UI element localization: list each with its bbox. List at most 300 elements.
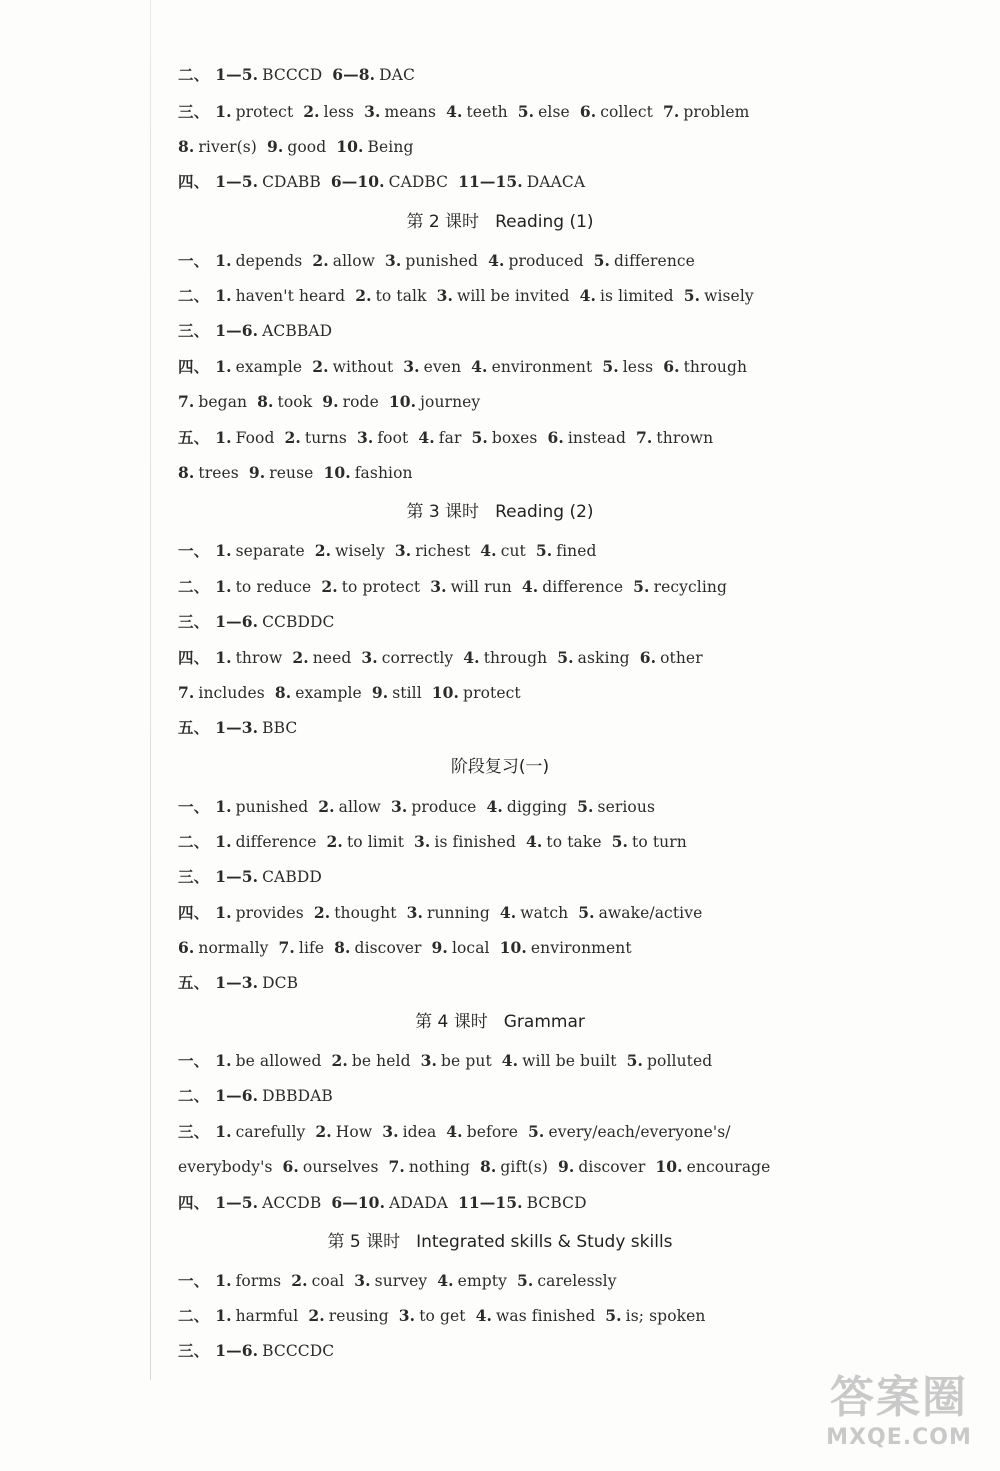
answer-text: haven't heard [235,287,346,305]
answer-item [215,1052,321,1070]
answer-text: difference [614,252,695,270]
answer-text: discover [578,1158,646,1176]
question-group-label: 四、 [178,357,210,376]
answer-text: less [622,358,654,376]
answer-item [547,429,626,447]
answer-number: 2. [303,102,320,121]
answer-item [215,904,304,922]
answer-text: through [483,649,548,667]
answer-item [215,1307,298,1325]
answer-text: depends [235,252,303,270]
answer-number: 3. [406,903,423,922]
answer-item [471,429,537,447]
answer-text: wisely [335,542,385,560]
answer-line [178,1341,344,1361]
answer-number: 2. [355,286,372,305]
answer-line [178,648,713,668]
answer-text: trees [198,464,239,482]
answer-item [327,833,404,851]
answer-number: 4. [488,251,505,270]
answer-number: 2. [313,903,331,922]
answer-item [361,649,453,667]
answer-number: 2. [312,357,329,376]
answer-number: 2. [312,251,329,270]
answer-number: 2. [292,648,309,667]
answer-text: How [335,1123,373,1141]
answer-number: 7. [636,428,653,447]
answer-item [518,103,570,121]
answer-item [312,358,393,376]
answer-item [502,1052,617,1070]
answer-number: 9. [557,1157,575,1176]
answer-text: teeth [466,103,508,121]
answer-item [215,358,302,376]
answer-text: BCCCDC [262,1342,335,1360]
answer-number: 1—5. [215,867,259,886]
answer-number: 8. [257,392,274,411]
answer-number: 2. [308,1306,325,1325]
answer-number: 1. [215,1122,232,1141]
answer-text: to take [546,833,602,851]
answer-item [391,798,477,816]
answer-number: 1. [215,1051,232,1070]
answer-text: else [538,103,570,121]
answer-item [355,287,426,305]
answer-number: 10. [499,938,527,957]
answer-text: took [277,393,313,411]
answer-number: 5. [528,1122,545,1141]
answer-number: 9. [431,938,448,957]
answer-text: example [235,358,303,376]
answer-item [331,1194,448,1212]
answer-item [458,173,585,191]
answer-item [215,287,345,305]
answer-item [382,1123,436,1141]
section-heading-cn: 第 2 课时 [406,212,480,232]
answer-line [178,463,423,483]
answer-item [605,1307,705,1325]
answer-item [517,1272,617,1290]
answer-text: far [438,429,462,447]
answer-text: running [426,904,490,922]
answer-text: forms [235,1272,282,1290]
question-group-label: 三、 [178,1341,210,1360]
answer-text: carelessly [537,1272,617,1290]
question-group-label: 四、 [178,172,210,191]
answer-text: local [451,939,490,957]
answer-text: collect [600,103,653,121]
section-heading-cn: 阶段复习(一) [450,757,550,777]
answer-text: ACBBAD [262,322,333,340]
answer-text: need [312,649,352,667]
answer-text: encourage [686,1158,771,1176]
answer-text: ADADA [389,1194,449,1212]
answer-item [446,1123,518,1141]
answer-number: 6—8. [332,65,376,84]
answer-number: 1—6. [215,321,259,340]
answer-number: 1—6. [215,1086,259,1105]
answer-text: Food [235,429,275,447]
question-group-label: 三、 [178,612,210,631]
answer-text: journey [420,393,481,411]
answer-text: every/each/everyone's/ [548,1123,731,1141]
answer-text: to limit [346,833,405,851]
answer-number: 3. [398,1306,416,1325]
section-heading-en: Reading (2) [495,502,594,522]
answer-line [178,612,345,632]
answer-line [178,903,712,923]
answer-item [437,1272,507,1290]
answer-number: 1—5. [215,172,259,191]
answer-item [580,287,674,305]
answer-line [178,973,308,993]
answer-line [178,938,642,958]
answer-number: 10. [388,392,417,411]
answer-line [178,867,332,887]
answer-item [315,1123,372,1141]
answer-number: 3. [354,1271,371,1290]
section-heading [0,501,1000,523]
question-group-label: 四、 [178,1193,210,1212]
answer-item [215,613,334,631]
answer-number: 2. [318,797,335,816]
answer-text: still [392,684,422,702]
answer-text: cut [500,542,526,560]
answer-text: even [423,358,462,376]
answer-number: 10. [323,463,351,482]
answer-number: 1. [215,428,232,447]
answer-number: 6—10. [331,1193,386,1212]
answer-text: be allowed [235,1052,322,1070]
answer-item [480,1158,548,1176]
answer-text: correctly [381,649,454,667]
answer-number: 7. [278,938,295,957]
answer-number: 2. [321,577,338,596]
answer-line [178,1157,780,1177]
answer-number: 2. [331,1051,348,1070]
section-heading [0,211,1000,233]
answer-number: 4. [521,577,539,596]
question-group-label: 二、 [178,832,210,851]
answer-text: difference [235,833,317,851]
answer-item [389,1158,470,1176]
answer-number: 1—6. [215,612,259,631]
answer-text: allow [332,252,375,270]
answer-text: watch [520,904,569,922]
answer-item [471,358,592,376]
question-group-label: 三、 [178,867,210,886]
answer-item [627,1052,713,1070]
answer-item [249,464,314,482]
answer-text: idea [402,1123,437,1141]
answer-number: 2. [326,832,343,851]
answer-item [215,66,322,84]
answer-text: punished [235,798,309,816]
answer-item [354,1272,427,1290]
watermark-logo [804,1371,994,1467]
answer-number: 4. [579,286,596,305]
question-group-label: 一、 [178,797,210,816]
answer-item [178,393,247,411]
answer-line [178,357,757,377]
section-heading [0,1011,1000,1033]
answer-text: asking [577,649,630,667]
answer-text: fashion [354,464,413,482]
answer-text: boxes [491,429,538,447]
answer-text: to get [419,1307,466,1325]
question-group-label: 二、 [178,577,210,596]
answer-item [446,103,508,121]
answer-number: 8. [334,938,351,957]
answer-item [528,1123,731,1141]
answer-item [331,173,448,191]
question-group-label: 一、 [178,251,210,270]
answer-item [414,833,516,851]
answer-text: coal [311,1272,345,1290]
answer-number: 1—3. [215,973,259,992]
margin-line [150,0,151,1380]
answer-item [332,66,415,84]
answer-line [178,797,665,817]
answer-item [312,252,375,270]
answer-item [407,904,490,922]
answer-item [336,138,413,156]
answer-number: 4. [526,832,543,851]
answer-number: 4. [446,102,463,121]
answer-number: 8. [178,137,195,156]
answer-item [395,542,470,560]
question-group-label: 五、 [178,973,210,992]
answer-text: thought [334,904,397,922]
answer-number: 8. [178,463,195,482]
section-heading [0,1231,1000,1253]
answer-number: 6. [282,1157,299,1176]
answer-item [215,542,305,560]
answer-number: 4. [480,541,497,560]
question-group-label: 五、 [178,718,210,737]
answer-line [178,286,764,306]
answer-text: was finished [496,1307,596,1325]
answer-item [215,719,297,737]
answer-item [684,287,754,305]
answer-text: problem [683,103,750,121]
answer-text: DAC [379,66,415,84]
answer-item [215,429,274,447]
answer-number: 1—5. [215,65,259,84]
answer-item [430,578,512,596]
answer-number: 5. [602,357,619,376]
answer-number: 1. [215,286,232,305]
answer-number: 4. [486,797,503,816]
answer-number: 1. [215,577,232,596]
answer-text: is finished [434,833,517,851]
answer-line [178,102,759,122]
answer-item [500,939,632,957]
answer-text: environment [530,939,632,957]
answer-item [257,393,312,411]
answer-number: 2. [284,428,301,447]
answer-number: 7. [178,683,195,702]
question-group-label: 五、 [178,428,210,447]
answer-number: 9. [371,683,389,702]
answer-number: 2. [314,541,332,560]
question-group-label: 二、 [178,1306,210,1325]
answer-item [178,684,265,702]
answer-item [318,798,381,816]
answer-text: recycling [653,578,727,596]
answer-number: 11—15. [458,1193,523,1212]
answer-item [385,252,478,270]
question-group-label: 三、 [178,102,210,121]
answer-text: CABDD [262,868,322,886]
answer-item [558,1158,645,1176]
answer-item [636,429,713,447]
answer-item [372,684,422,702]
answer-text: DCB [262,974,299,992]
answer-line [178,65,425,85]
answer-item [178,464,239,482]
question-group-label: 一、 [178,1051,210,1070]
answer-item [421,1052,492,1070]
answer-number: 6. [639,648,657,667]
answer-text: life [298,939,325,957]
answer-number: 7. [662,102,680,121]
answer-item [331,1052,410,1070]
answer-text: richest [415,542,471,560]
answer-item [536,542,597,560]
answer-text: through [683,358,748,376]
answer-item [215,649,282,667]
question-group-label: 二、 [178,65,210,84]
answer-number: 5. [516,1271,534,1290]
answer-number: 5. [578,903,595,922]
answer-text: to reduce [235,578,312,596]
answer-item [215,974,298,992]
answer-number: 11—15. [458,172,523,191]
answer-line [178,1051,722,1071]
answer-item [292,649,351,667]
answer-text: Being [367,138,414,156]
answer-text: BBC [262,719,298,737]
answer-item [655,1158,770,1176]
answer-text: empty [457,1272,507,1290]
answer-text: reuse [269,464,314,482]
answer-item [267,138,326,156]
section-heading-cn: 第 5 课时 [327,1232,401,1252]
answer-item [285,429,347,447]
answer-number: 2. [315,1122,332,1141]
question-group-label: 三、 [178,321,210,340]
question-group-label: 三、 [178,1122,210,1141]
answer-number: 6. [579,102,597,121]
answer-number: 5. [517,102,535,121]
answer-item [418,429,461,447]
answer-item [526,833,602,851]
answer-number: 5. [593,251,611,270]
answer-item [364,103,436,121]
answer-number: 3. [361,648,378,667]
answer-number: 5. [683,286,701,305]
answer-text: thrown [656,429,714,447]
answer-line [178,718,307,738]
answer-text: allow [338,798,381,816]
answer-item [215,252,302,270]
answer-text: means [384,103,437,121]
answer-number: 9. [248,463,266,482]
answer-number: 1. [215,1271,232,1290]
answer-text: digging [506,798,568,816]
answer-number: 3. [403,357,420,376]
answer-item [303,103,354,121]
answer-number: 4. [501,1051,519,1070]
answer-line [178,1271,627,1291]
answer-item [580,103,653,121]
answer-number: 9. [322,392,339,411]
answer-item [322,393,379,411]
answer-text: discover [354,939,422,957]
answer-text: produce [411,798,477,816]
answer-text: be put [441,1052,492,1070]
answer-number: 1. [215,102,232,121]
answer-number: 5. [605,1306,622,1325]
answer-text: BCBCD [526,1194,587,1212]
answer-number: 1. [215,903,232,922]
answer-item [308,1307,388,1325]
answer-item [215,798,308,816]
section-heading-cn: 第 3 课时 [406,502,480,522]
answer-text: BCCCD [262,66,323,84]
answer-item [215,1194,321,1212]
answer-text: other [660,649,703,667]
answer-item [215,1087,333,1105]
answer-text: turns [304,429,347,447]
answer-item [389,393,480,411]
answer-text: awake/active [598,904,703,922]
answer-item [178,1158,273,1176]
answer-line [178,1306,715,1326]
answer-number: 5. [626,1051,643,1070]
answer-item [663,103,750,121]
answer-text: DAACA [526,173,586,191]
answer-number: 5. [633,577,650,596]
answer-number: 4. [437,1271,454,1290]
answer-number: 6—10. [330,172,385,191]
answer-item [437,287,570,305]
answer-number: 7. [388,1157,405,1176]
answer-number: 10. [655,1157,683,1176]
answer-number: 4. [471,357,488,376]
answer-number: 1—3. [215,718,259,737]
answer-item [663,358,747,376]
answer-number: 3. [382,1122,399,1141]
answer-item [577,798,655,816]
answer-number: 9. [266,137,284,156]
answer-item [557,649,629,667]
answer-number: 5. [557,648,574,667]
answer-item [486,798,567,816]
answer-text: CADBC [388,173,449,191]
answer-number: 6. [547,428,564,447]
answer-number: 3. [394,541,412,560]
answer-text: fined [556,542,597,560]
answer-line [178,541,607,561]
answer-item [432,684,521,702]
answer-number: 3. [420,1051,438,1070]
answer-text: will be built [522,1052,617,1070]
section-heading-en: Integrated skills & Study skills [416,1232,673,1252]
answer-item [357,429,408,447]
answer-number: 4. [463,648,480,667]
